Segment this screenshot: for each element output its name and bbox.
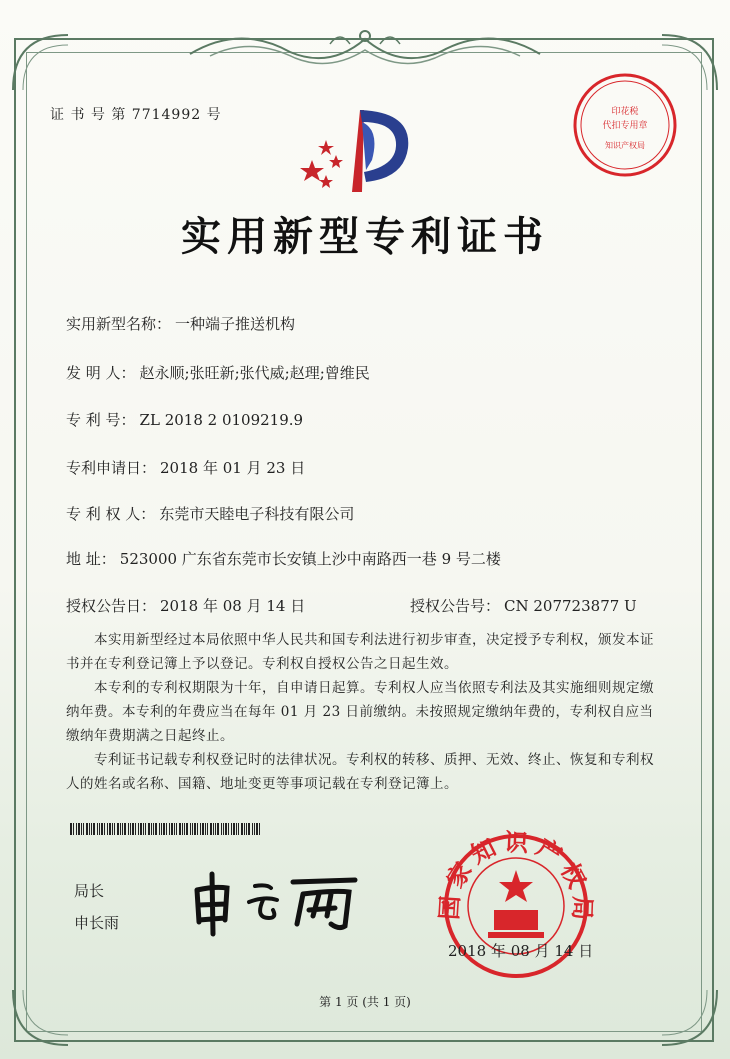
- director-name: 申长雨: [74, 914, 120, 932]
- certificate-title: 实用新型专利证书: [181, 213, 549, 260]
- barcode: [70, 823, 260, 835]
- director-title: 局长: [74, 882, 105, 900]
- grant-date-value: 2018 年 08 月 14 日: [160, 597, 306, 615]
- grant-number-value: CN 207723877 U: [504, 597, 637, 615]
- grant-number-label: 授权公告号：: [410, 597, 501, 615]
- certificate-number: 证 书 号 第 7714992 号: [50, 107, 222, 123]
- page-footer: 第 1 页 (共 1 页): [319, 995, 411, 1009]
- paragraph-grant: 本实用新型经过本局依照中华人民共和国专利法进行初步审查，决定授予专利权，颁发本证书并在专利登记簿上予以登记。专利权自授权公告之日起生效。: [66, 632, 654, 672]
- paragraph-legal-status: 专利证书记载专利权登记时的法律状况。专利权的转移、质押、无效、终止、恢复和专利权人的姓名或名称、国籍、地址变更等事项记载在专利登记簿上。: [66, 752, 654, 792]
- svg-text:代扣专用章: 代扣专用章: [602, 121, 648, 131]
- svg-text:印花税: 印花税: [611, 107, 639, 117]
- patent-number-label: 专 利 号：: [66, 411, 136, 429]
- corner-ornament-br: [652, 980, 722, 1050]
- paragraph-term: 本专利的专利权期限为十年，自申请日起算。专利权人应当依照专利法及其实施细则规定缴纳年费。本专利的年费应当在每年 01 月 23 日前缴纳。未按照规定缴纳年费的，专利权自应当缴纳年费期满之日起终止。: [66, 680, 654, 744]
- seal-date: 2018 年 08 月 14 日: [448, 942, 594, 960]
- corner-ornament-tl: [8, 30, 78, 100]
- grant-date-row: [66, 595, 305, 616]
- name-label: 实用新型名称：: [66, 315, 172, 333]
- name-value: 一种端子推送机构: [175, 315, 296, 333]
- patent-number-row: [66, 409, 303, 430]
- address-row: [66, 548, 501, 569]
- patentee-row: [66, 503, 354, 524]
- svg-text:国家知识产权局: 国家知识产权局: [434, 828, 598, 927]
- patent-number-value: ZL 2018 2 0109219.9: [139, 411, 304, 429]
- corner-ornament-bl: [8, 980, 78, 1050]
- inventor-label: 发 明 人：: [66, 364, 136, 382]
- grant-date-label: 授权公告日：: [66, 597, 157, 615]
- patentee-label: 专 利 权 人：: [66, 505, 156, 523]
- grant-number-row: [410, 595, 637, 616]
- director-signature: [185, 860, 365, 940]
- inventor-row: [66, 362, 370, 383]
- tax-stamp: [570, 70, 680, 180]
- address-value: 523000 广东省东莞市长安镇上沙中南路西一巷 9 号二楼: [119, 550, 501, 568]
- utility-model-name: [66, 313, 295, 334]
- patentee-value: 东莞市天睦电子科技有限公司: [159, 505, 355, 523]
- svg-text:知识产权局: 知识产权局: [605, 141, 645, 150]
- filing-date-label: 专利申请日：: [66, 459, 157, 477]
- filing-date-row: [66, 457, 305, 478]
- filing-date-value: 2018 年 01 月 23 日: [160, 459, 306, 477]
- inventor-value: 赵永顺;张旺新;张代威;赵理;曾维民: [139, 364, 370, 382]
- top-ornament: [180, 14, 550, 74]
- address-label: 地 址：: [66, 550, 116, 568]
- patent-office-logo: [300, 100, 420, 195]
